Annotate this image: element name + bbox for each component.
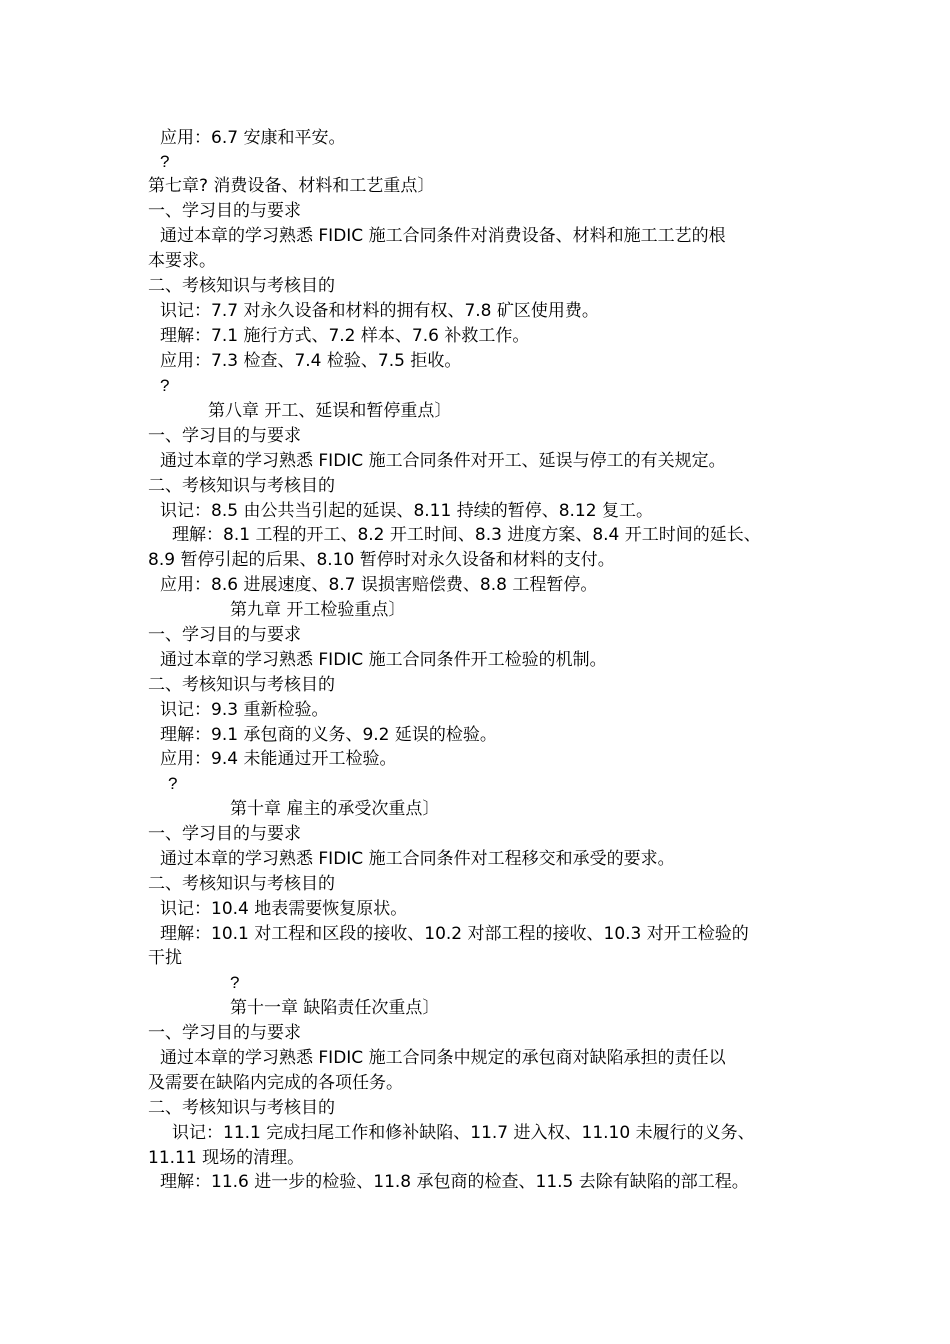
section-heading: 一、学习目的与要求 bbox=[148, 1023, 301, 1043]
text-line: 理解：10.1 对工程和区段的接收、10.2 对部工程的接收、10.3 对开工检验的 bbox=[160, 924, 749, 944]
section-heading: 一、学习目的与要求 bbox=[148, 625, 301, 645]
text-line: 应用：7.3 检查、7.4 检验、7.5 拒收。 bbox=[160, 351, 462, 371]
section-heading: 一、学习目的与要求 bbox=[148, 201, 301, 221]
text-line: 通过本章的学习熟悉 FIDIC 施工合同条件开工检验的机制。 bbox=[160, 650, 607, 670]
text-line: ? bbox=[160, 152, 170, 171]
chapter-heading: 第十章 雇主的承受次重点〕 bbox=[230, 799, 440, 819]
chapter-heading: 第八章 开工、延误和暂停重点〕 bbox=[208, 401, 452, 421]
text-line: 通过本章的学习熟悉 FIDIC 施工合同条件对开工、延误与停工的有关规定。 bbox=[160, 451, 726, 471]
text-line: 识记：11.1 完成扫尾工作和修补缺陷、11.7 进入权、11.10 未履行的义务、 bbox=[172, 1123, 755, 1143]
text-line: 应用：6.7 安康和平安。 bbox=[160, 128, 346, 148]
text-line: 理解：8.1 工程的开工、8.2 开工时间、8.3 进度方案、8.4 开工时间的延长、 bbox=[172, 525, 761, 545]
text-line: 理解：7.1 施行方式、7.2 样本、7.6 补救工作。 bbox=[160, 326, 530, 346]
text-line: 本要求。 bbox=[148, 251, 216, 271]
text-line: 11.11 现场的清理。 bbox=[148, 1148, 305, 1168]
section-heading: 二、考核知识与考核目的 bbox=[148, 476, 335, 496]
section-heading: 二、考核知识与考核目的 bbox=[148, 675, 335, 695]
text-line: ? bbox=[160, 376, 170, 395]
chapter-heading: 第七章? 消费设备、材料和工艺重点〕 bbox=[148, 176, 435, 196]
text-line: ? bbox=[168, 774, 178, 793]
text-line: 应用：8.6 进展速度、8.7 误损害赔偿费、8.8 工程暂停。 bbox=[160, 575, 598, 595]
text-line: 识记：8.5 由公共当引起的延误、8.11 持续的暂停、8.12 复工。 bbox=[160, 501, 653, 521]
text-line: 理解：11.6 进一步的检验、11.8 承包商的检查、11.5 去除有缺陷的部工程。 bbox=[160, 1172, 749, 1192]
chapter-heading: 第十一章 缺陷责任次重点〕 bbox=[230, 998, 440, 1018]
section-heading: 二、考核知识与考核目的 bbox=[148, 874, 335, 894]
section-heading: 一、学习目的与要求 bbox=[148, 824, 301, 844]
text-line: 识记：9.3 重新检验。 bbox=[160, 700, 329, 720]
text-line: 干扰 bbox=[148, 948, 182, 968]
text-line: 通过本章的学习熟悉 FIDIC 施工合同条中规定的承包商对缺陷承担的责任以 bbox=[160, 1048, 726, 1068]
text-line: 通过本章的学习熟悉 FIDIC 施工合同条件对工程移交和承受的要求。 bbox=[160, 849, 675, 869]
section-heading: 二、考核知识与考核目的 bbox=[148, 276, 335, 296]
chapter-heading: 第九章 开工检验重点〕 bbox=[230, 600, 406, 620]
text-line: 8.9 暂停引起的后果、8.10 暂停时对永久设备和材料的支付。 bbox=[148, 550, 615, 570]
text-line: 及需要在缺陷内完成的各项任务。 bbox=[148, 1073, 403, 1093]
section-heading: 一、学习目的与要求 bbox=[148, 426, 301, 446]
section-heading: 二、考核知识与考核目的 bbox=[148, 1098, 335, 1118]
text-line: ? bbox=[230, 973, 240, 992]
text-line: 识记：10.4 地表需要恢复原状。 bbox=[160, 899, 408, 919]
text-line: 通过本章的学习熟悉 FIDIC 施工合同条件对消费设备、材料和施工工艺的根 bbox=[160, 226, 726, 246]
text-line: 理解：9.1 承包商的义务、9.2 延误的检验。 bbox=[160, 725, 497, 745]
text-line: 识记：7.7 对永久设备和材料的拥有权、7.8 矿区使用费。 bbox=[160, 301, 599, 321]
text-line: 应用：9.4 未能通过开工检验。 bbox=[160, 749, 397, 769]
